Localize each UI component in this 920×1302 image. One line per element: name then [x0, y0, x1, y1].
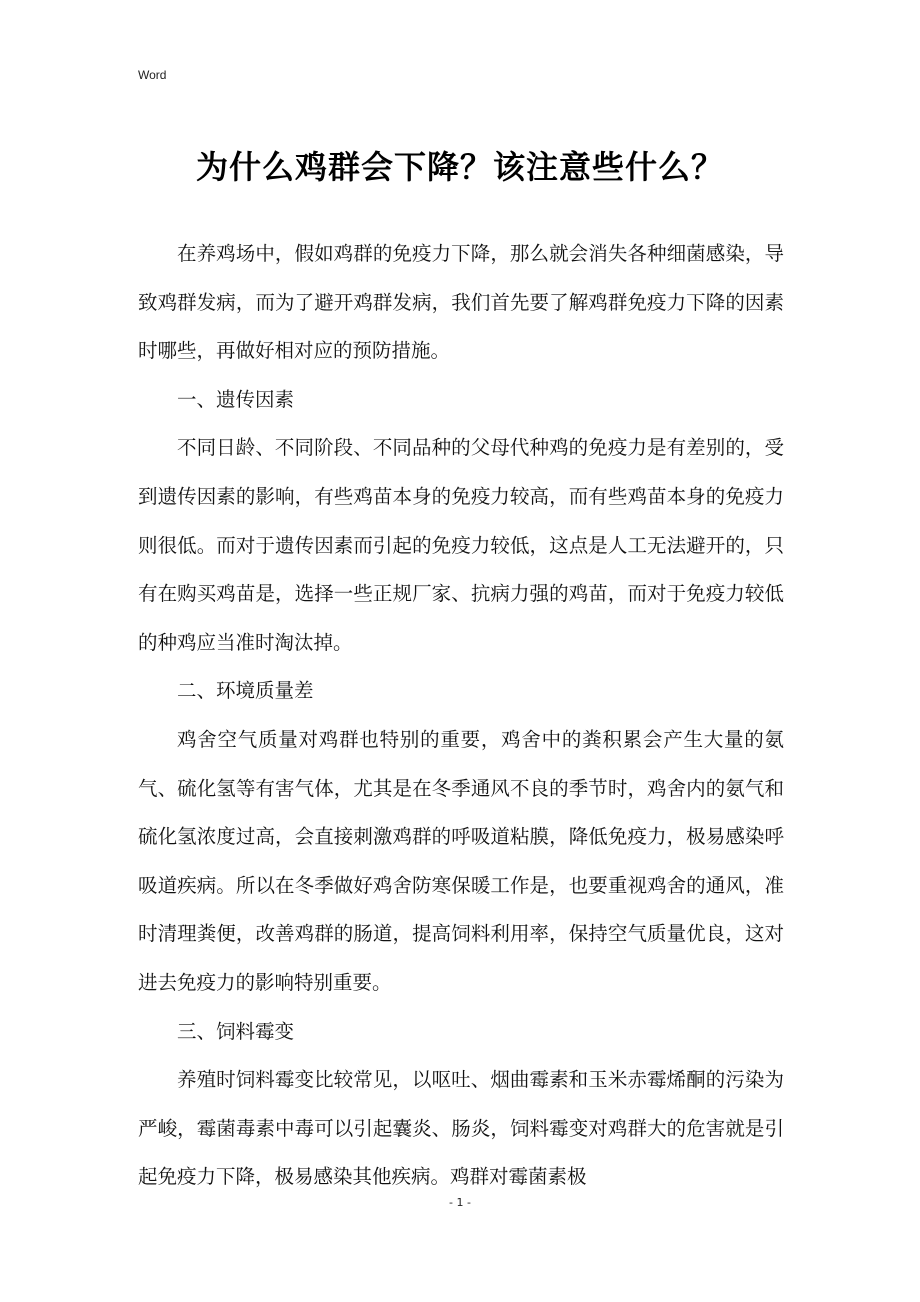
- section-heading-feed-mold: 三、饲料霉变: [177, 1019, 295, 1043]
- genetics-paragraph: 不同日龄、不同阶段、不同品种的父母代种鸡的免疫力是有差别的，受到遗传因素的影响，有些鸡苗本身的免疫力较高，而有些鸡苗本身的免疫力则很低。而对于遗传因素而引起的免疫力较低，这点是人工无法避开的，只有在购买鸡苗是，选择一些正规厂家、抗病力强的鸡苗，而对于免疫力较低的种鸡应当准时淘汰掉。: [138, 436, 784, 654]
- document-body: [138, 230, 784, 1202]
- page-number: - 1 -: [449, 1196, 471, 1209]
- document-title: 为什么鸡群会下降？该注意些什么？: [195, 148, 724, 186]
- section-heading-environment: 二、环境质量差: [177, 679, 314, 703]
- intro-paragraph: 在养鸡场中，假如鸡群的免疫力下降，那么就会消失各种细菌感染，导致鸡群发病，而为了避开鸡群发病，我们首先要了解鸡群免疫力下降的因素时哪些，再做好相对应的预防措施。: [138, 242, 784, 363]
- feed-mold-paragraph: 养殖时饲料霉变比较常见，以呕吐、烟曲霉素和玉米赤霉烯酮的污染为严峻，霉菌毒素中毒可以引起囊炎、肠炎，饲料霉变对鸡群大的危害就是引起免疫力下降，极易感染其他疾病。鸡群对霉菌素极: [138, 1068, 784, 1189]
- header-label: Word: [138, 68, 167, 82]
- environment-paragraph: 鸡舍空气质量对鸡群也特别的重要，鸡舍中的粪积累会产生大量的氨气、硫化氢等有害气体，尤其是在冬季通风不良的季节时，鸡舍内的氨气和硫化氢浓度过高，会直接刺激鸡群的呼吸道粘膜，降低免疫力，极易感染呼吸道疾病。所以在冬季做好鸡舍防寒保暖工作是，也要重视鸡舍的通风，准时清理粪便，改善鸡群的肠道，提高饲料利用率，保持空气质量优良，这对进去免疫力的影响特别重要。: [138, 727, 784, 994]
- section-heading-genetics: 一、遗传因素: [177, 387, 295, 411]
